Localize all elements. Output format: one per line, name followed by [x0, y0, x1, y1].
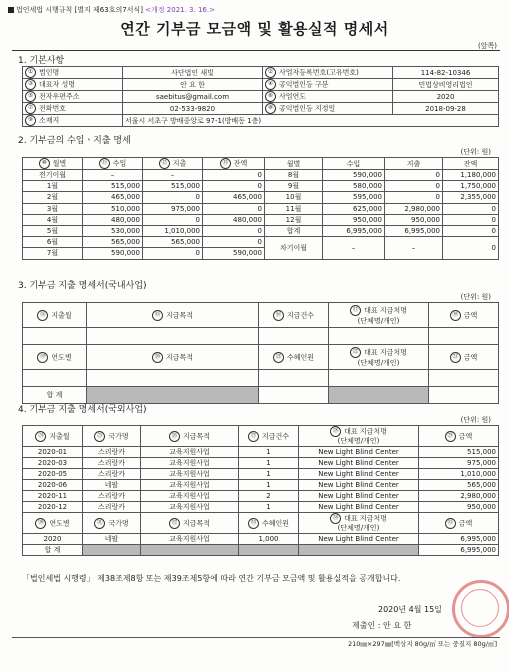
cell-count: 1	[239, 480, 299, 491]
basic-info-row	[23, 103, 499, 115]
header-label: 금액	[463, 311, 478, 319]
section-income-title: 2. 기부금의 수입ㆍ지출 명세	[18, 136, 131, 146]
table-row	[23, 203, 499, 214]
cell-balance: 590,000	[203, 248, 265, 259]
cell-month: 2월	[23, 192, 83, 203]
field-label: 공익법인등 지정일	[279, 104, 336, 113]
divider	[12, 50, 500, 51]
cell-country: 스리랑카	[83, 491, 141, 502]
regulation-line	[8, 5, 215, 15]
section-basic-title: 1. 기본사항	[18, 56, 65, 66]
cell-month: 4월	[23, 214, 83, 225]
circled-number: ⑫	[159, 158, 170, 169]
cell-carry-label: 차기이월	[265, 237, 323, 259]
table-header-row	[23, 426, 499, 447]
table-header-row	[23, 303, 499, 328]
circled-number: ⑨	[25, 115, 36, 126]
header-label: 대표 지급처명	[344, 514, 387, 523]
cell-income-2: 580,000	[323, 181, 385, 192]
cell-purpose: 교육지원사업	[141, 502, 239, 513]
cell-month: 2020-06	[23, 480, 83, 491]
header-label: 대표 지급처명	[364, 348, 407, 356]
cell-month-2: 10월	[265, 192, 323, 203]
header-expense: 지출	[172, 159, 187, 168]
cell-month: 6월	[23, 237, 83, 248]
square-bullet-icon	[8, 7, 14, 13]
circled-number: ㉔	[35, 431, 46, 442]
table-row	[23, 458, 499, 469]
cell-expense: 565,000	[143, 237, 203, 248]
cell-month: 2020-12	[23, 502, 83, 513]
cell-balance-2: 1,180,000	[443, 170, 499, 181]
header-label: 국가명	[108, 432, 129, 440]
cell-recipient: New Light Blind Center	[299, 469, 419, 480]
section-overseas-title: 4. 기부금 지출 명세서(국외사업)	[18, 405, 147, 415]
cell-purpose: 교육지원사업	[141, 469, 239, 480]
circled-number: ⑱	[450, 310, 461, 321]
cell-amount: 565,000	[419, 480, 499, 491]
unit-label: (단위: 원)	[460, 148, 491, 156]
circled-number: ㉞	[330, 513, 341, 524]
field-value: 민법상비영리법인	[393, 79, 499, 91]
seal-stamp-icon	[452, 580, 509, 638]
header-label: 대표 지급처명	[344, 427, 387, 436]
unit-label: (단위: 원)	[460, 293, 491, 301]
cell-amount: 975,000	[419, 458, 499, 469]
circled-number: ㉟	[445, 518, 456, 529]
circled-number: ㉘	[330, 426, 341, 437]
basic-info-table	[22, 66, 499, 127]
cell-income-2: 590,000	[323, 170, 385, 181]
field-value: 사단법인 새빛	[123, 67, 263, 79]
cell-balance-2: 0	[443, 214, 499, 225]
cell-expense: 0	[143, 248, 203, 259]
header-sublabel: (단체명/개인)	[337, 524, 380, 532]
cell-amount: 2,980,000	[419, 491, 499, 502]
cell-month: 7월	[23, 248, 83, 259]
field-label: 사업자등록번호(고유번호)	[279, 68, 359, 77]
circled-number: ㉜	[169, 518, 180, 529]
circled-number: ㉙	[445, 431, 456, 442]
total-amount: 6,995,000	[419, 545, 499, 556]
field-label: 소재지	[39, 116, 60, 125]
cell-month-2: 9월	[265, 181, 323, 192]
section-domestic-title: 3. 기부금 지출 명세서(국내사업)	[18, 281, 147, 291]
cell-balance-2: 2,355,000	[443, 192, 499, 203]
unit-label: (단위: 원)	[460, 416, 491, 424]
cell-recipient: New Light Blind Center	[299, 491, 419, 502]
header-label: 금액	[463, 353, 478, 361]
cell-income: –	[83, 170, 143, 181]
table-row	[23, 181, 499, 192]
total-row	[23, 545, 499, 556]
field-label: 법인명	[39, 68, 60, 77]
cell-carry-balance: 0	[443, 237, 499, 259]
address-row	[23, 115, 499, 127]
table-header-row	[23, 513, 499, 534]
header-month: 월별	[52, 159, 67, 168]
cell-month-2: 합계	[265, 225, 323, 236]
cell-carry-income: –	[323, 237, 385, 259]
cell-month: 5월	[23, 225, 83, 236]
cell-country: 스리랑카	[83, 502, 141, 513]
cell-income: 510,000	[83, 203, 143, 214]
cell-purpose: 교육지원사업	[141, 534, 239, 545]
cell-income: 515,000	[83, 181, 143, 192]
header-label: 지급목적	[182, 432, 211, 440]
table-row	[23, 469, 499, 480]
cell-month: 3월	[23, 203, 83, 214]
address-value: 서울시 서초구 방배중앙로 97-1(방배동 1층)	[123, 115, 499, 127]
total-label: 합 계	[23, 387, 87, 404]
circled-number: ⑥	[265, 91, 276, 102]
table-row	[23, 237, 499, 248]
header-label: 지출월	[49, 432, 70, 440]
cell-count: 2	[239, 491, 299, 502]
cell-expense: 515,000	[143, 181, 203, 192]
cell-balance: 0	[203, 225, 265, 236]
cell-balance: 0	[203, 181, 265, 192]
table-row	[23, 447, 499, 458]
field-value: 02-533-9820	[123, 103, 263, 115]
divider	[12, 637, 500, 638]
circled-number: ㉝	[248, 518, 259, 529]
cell-income-2: 6,995,000	[323, 225, 385, 236]
cell-recipient: New Light Blind Center	[299, 480, 419, 491]
cell-country: 스리랑카	[83, 447, 141, 458]
field-label-cell	[23, 91, 123, 103]
cell-purpose: 교육지원사업	[141, 491, 239, 502]
cell-month-2: 11월	[265, 203, 323, 214]
header-month-2: 월별	[265, 158, 323, 170]
header-label: 수혜인원	[286, 353, 315, 361]
cell-beneficiaries: 1,000	[239, 534, 299, 545]
cell-year: 2020	[23, 534, 83, 545]
circled-number: ⑲	[37, 352, 48, 363]
field-label: 사업연도	[279, 92, 307, 101]
field-label-cell	[23, 79, 123, 91]
cell-country: 네팔	[83, 534, 141, 545]
header-label: 지급목적	[165, 311, 194, 319]
cell-carry-expense: –	[385, 237, 443, 259]
cell-recipient: New Light Blind Center	[299, 458, 419, 469]
domestic-expense-table	[22, 302, 499, 404]
circled-number: ㉓	[450, 352, 461, 363]
circled-number: ⑭	[37, 310, 48, 321]
header-label: 지급목적	[182, 519, 211, 527]
circled-number: ㉖	[169, 431, 180, 442]
circled-number: ㉑	[273, 352, 284, 363]
cell-count: 1	[239, 469, 299, 480]
cell-income: 590,000	[83, 248, 143, 259]
cell-purpose: 교육지원사업	[141, 480, 239, 491]
field-label: 전화번호	[39, 104, 67, 113]
cell-expense: 0	[143, 214, 203, 225]
cell-balance: 0	[203, 170, 265, 181]
basic-info-row	[23, 91, 499, 103]
circled-number: ④	[265, 79, 276, 90]
field-label-cell	[23, 67, 123, 79]
cell-count: 1	[239, 502, 299, 513]
field-value: saebitus@gmail.com	[123, 91, 263, 103]
cell-month-2: 12월	[265, 214, 323, 225]
cell-income-2: 625,000	[323, 203, 385, 214]
header-balance-2: 잔액	[443, 158, 499, 170]
circled-number: ⑬	[220, 158, 231, 169]
regulation-text: 법인세법 시행규칙 [별지 제63호의7서식]	[16, 6, 143, 14]
submission-date: 2020년 4월 15일	[378, 605, 442, 614]
cell-country: 스리랑카	[83, 458, 141, 469]
circled-number: ⑳	[152, 352, 163, 363]
cell-amount: 1,010,000	[419, 469, 499, 480]
header-expense-2: 지출	[385, 158, 443, 170]
cell-expense-2: 0	[385, 181, 443, 192]
cell-month: 2020-11	[23, 491, 83, 502]
table-row	[23, 225, 499, 236]
cell-month: 1월	[23, 181, 83, 192]
cell-expense-2: 6,995,000	[385, 225, 443, 236]
circled-number: ②	[265, 67, 276, 78]
circled-number: ⑪	[99, 158, 110, 169]
cell-count: 1	[239, 447, 299, 458]
header-income-2: 수입	[323, 158, 385, 170]
table-row	[23, 534, 499, 545]
table-header-row	[23, 345, 499, 370]
circled-number: ①	[25, 67, 36, 78]
empty-row	[23, 370, 499, 387]
cell-amount: 515,000	[419, 447, 499, 458]
cell-balance-2: 0	[443, 225, 499, 236]
cell-expense-2: 0	[385, 192, 443, 203]
cell-amount: 950,000	[419, 502, 499, 513]
front-side-label: (앞쪽)	[478, 42, 497, 50]
header-label: 수혜인원	[261, 519, 290, 527]
circled-number: ③	[25, 79, 36, 90]
cell-balance: 0	[203, 237, 265, 248]
basic-info-row	[23, 79, 499, 91]
cell-income: 465,000	[83, 192, 143, 203]
circled-number: ㉕	[94, 431, 105, 442]
circled-number: ㉛	[94, 518, 105, 529]
circled-number: ⑦	[25, 103, 36, 114]
header-label: 지급건수	[261, 432, 290, 440]
cell-country: 네팔	[83, 480, 141, 491]
header-label: 지급건수	[286, 311, 315, 319]
header-label: 금액	[458, 432, 473, 440]
cell-income-2: 950,000	[323, 214, 385, 225]
circled-number: ⑤	[25, 91, 36, 102]
cell-recipient: New Light Blind Center	[299, 502, 419, 513]
cell-income-2: 595,000	[323, 192, 385, 203]
table-row	[23, 214, 499, 225]
circled-number: ⑩	[39, 158, 50, 169]
field-value: 안 요 한	[123, 79, 263, 91]
cell-recipient: New Light Blind Center	[299, 447, 419, 458]
cell-balance: 465,000	[203, 192, 265, 203]
cell-expense-2: 950,000	[385, 214, 443, 225]
header-sublabel: (단체명/개인)	[357, 358, 400, 367]
field-label: 공익법인등 구분	[279, 80, 329, 89]
header-sublabel: (단체명/개인)	[337, 437, 380, 445]
declaration-text: 「법인세법 시행령」 제38조제8항 또는 제39조제5항에 따라 연간 기부금 모금액 및 활용실적을 공개합니다.	[22, 574, 401, 583]
cell-expense: 1,010,000	[143, 225, 203, 236]
header-label: 지출월	[51, 311, 72, 319]
cell-count: 1	[239, 458, 299, 469]
cell-balance: 0	[203, 203, 265, 214]
cell-income: 480,000	[83, 214, 143, 225]
cell-recipient: New Light Blind Center	[299, 534, 419, 545]
field-label-cell	[263, 91, 393, 103]
table-row	[23, 502, 499, 513]
field-label-cell	[23, 103, 123, 115]
header-label: 금액	[458, 519, 473, 527]
field-value: 114-82-10346	[393, 67, 499, 79]
header-balance: 잔액	[233, 159, 248, 168]
cell-month: 2020-01	[23, 447, 83, 458]
cell-expense-2: 0	[385, 170, 443, 181]
cell-expense-2: 2,980,000	[385, 203, 443, 214]
cell-country: 스리랑카	[83, 469, 141, 480]
table-row	[23, 192, 499, 203]
header-label: 연도별	[51, 353, 72, 361]
field-label: 대표자 성명	[39, 80, 76, 89]
cell-income: 565,000	[83, 237, 143, 248]
table-header-row	[23, 158, 499, 170]
field-label-cell	[263, 67, 393, 79]
header-label: 연도별	[49, 519, 70, 527]
circled-number: ⑯	[273, 310, 284, 321]
table-row	[23, 170, 499, 181]
form-title: 연간 기부금 모금액 및 활용실적 명세서	[120, 20, 389, 38]
cell-balance: 480,000	[203, 214, 265, 225]
cell-purpose: 교육지원사업	[141, 458, 239, 469]
cell-expense: 975,000	[143, 203, 203, 214]
cell-balance-2: 0	[443, 203, 499, 214]
field-label: 전자우편주소	[39, 92, 80, 101]
total-row	[23, 387, 499, 404]
table-row	[23, 491, 499, 502]
header-label: 지급목적	[165, 353, 194, 361]
revision-text: <개정 2021. 3. 16.>	[145, 6, 215, 14]
cell-income: 530,000	[83, 225, 143, 236]
field-label-cell	[263, 103, 393, 115]
cell-amount: 6,995,000	[419, 534, 499, 545]
basic-info-row	[23, 67, 499, 79]
empty-row	[23, 328, 499, 345]
header-label: 대표 지급처명	[364, 306, 407, 314]
circled-number: ⑰	[350, 305, 361, 316]
cell-month: 2020-03	[23, 458, 83, 469]
circled-number: ⑧	[265, 103, 276, 114]
circled-number: ㉚	[35, 518, 46, 529]
overseas-expense-table	[22, 425, 499, 556]
header-sublabel: (단체명/개인)	[357, 316, 400, 325]
submitter-name: 제출인 : 안 요 한	[352, 621, 412, 630]
cell-balance-2: 1,750,000	[443, 181, 499, 192]
cell-purpose: 교육지원사업	[141, 447, 239, 458]
cell-expense: 0	[143, 192, 203, 203]
field-value: 2020	[393, 91, 499, 103]
field-label-cell	[263, 79, 393, 91]
circled-number: ㉗	[248, 431, 259, 442]
total-label: 합 계	[23, 545, 83, 556]
field-value: 2018-09-28	[393, 103, 499, 115]
circled-number: ⑮	[152, 310, 163, 321]
paper-spec: 210㎜×297㎜[백상지 80g/㎡ 또는 중질지 80g/㎡]	[347, 640, 497, 648]
circled-number: ㉒	[350, 347, 361, 358]
income-expense-table	[22, 157, 499, 260]
table-row	[23, 480, 499, 491]
cell-month-2: 8월	[265, 170, 323, 181]
header-label: 국가명	[108, 519, 129, 527]
cell-expense: –	[143, 170, 203, 181]
cell-month: 전기이월	[23, 170, 83, 181]
header-income: 수입	[112, 159, 127, 168]
cell-month: 2020-05	[23, 469, 83, 480]
